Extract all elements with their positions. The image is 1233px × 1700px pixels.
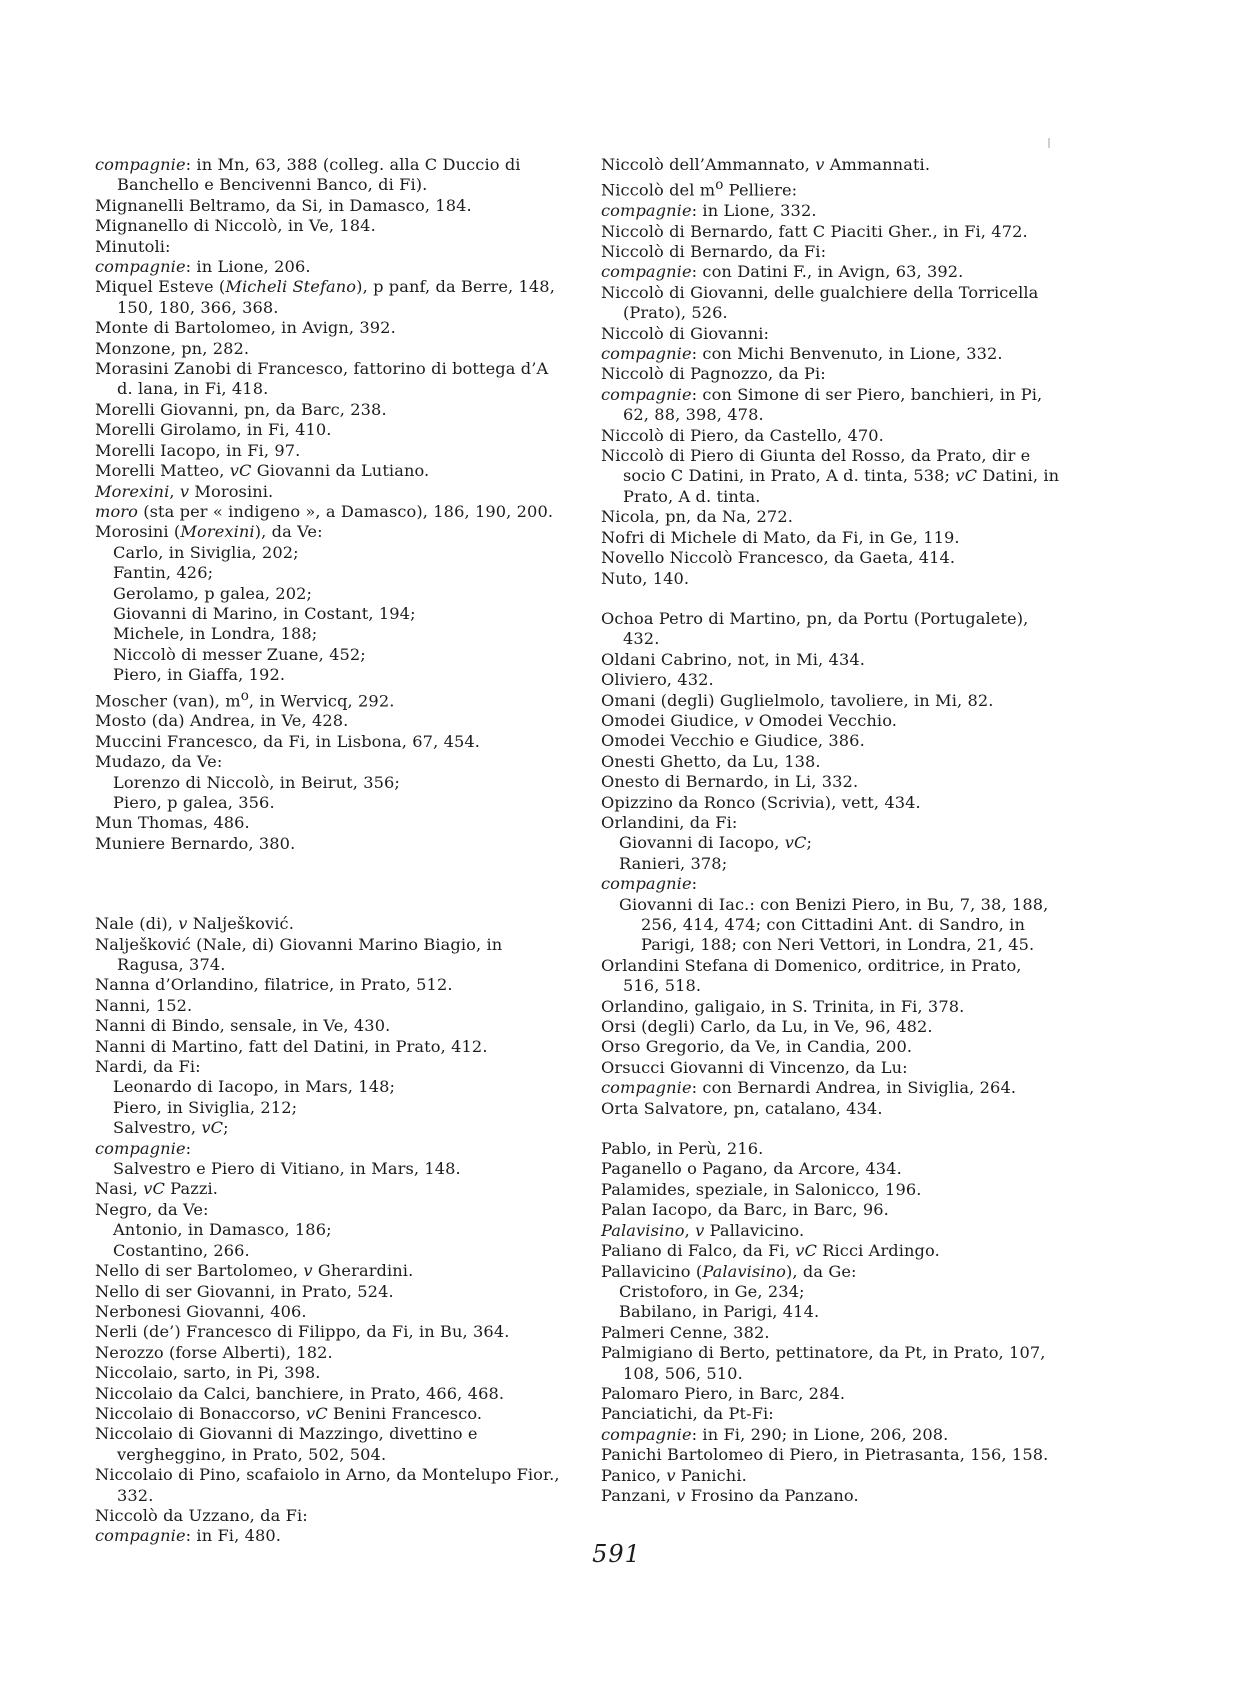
index-entry: compagnie: <box>95 1138 192 1158</box>
index-entry: Mosto (da) Andrea, in Ve, 428. <box>95 711 349 731</box>
index-entry: Nicola, pn, da Na, 272. <box>601 507 793 527</box>
index-entry: Niccolò di Giovanni: <box>601 323 770 343</box>
index-subentry: Fantin, 426; <box>113 563 214 583</box>
index-entry: Morasini Zanobi di Francesco, fattorino di bottega d’A d. lana, in Fi, 418. <box>95 359 549 399</box>
index-subentry: Ranieri, 378; <box>619 853 728 873</box>
index-entry: Omani (degli) Guglielmolo, tavoliere, in Mi, 82. <box>601 690 994 710</box>
index-entry: Niccolò dell’Ammannato, v Ammannati. <box>601 155 931 174</box>
index-entry: Palan Iacopo, da Barc, in Barc, 96. <box>601 1200 889 1220</box>
index-entry: Orlandini Stefana di Domenico, orditrice, in Prato, 516, 518. <box>601 955 1022 996</box>
index-entry: Nanna d’Orlandino, filatrice, in Prato, 512. <box>95 975 453 995</box>
page-number: 591 <box>592 1540 641 1568</box>
index-entry: Onesto di Bernardo, in Li, 332. <box>601 772 859 792</box>
index-column-left <box>95 155 563 1547</box>
index-entry: compagnie: in Lione, 206. <box>95 257 311 277</box>
index-entry: compagnie: in Lione, 332. <box>601 201 817 221</box>
index-subentry: Niccolò di messer Zuane, 452; <box>113 644 366 664</box>
index-entry: Nanni, 152. <box>95 995 193 1015</box>
section-gap <box>95 854 563 894</box>
index-entry: Pablo, in Perù, 216. <box>601 1139 764 1159</box>
index-subentry: Carlo, in Siviglia, 202; <box>113 542 299 562</box>
index-entry: Orlandini, da Fi: <box>601 812 738 832</box>
index-subentry: Salvestro e Piero di Vitiano, in Mars, 148. <box>113 1159 461 1179</box>
index-entry: Ochoa Petro di Martino, pn, da Portu (Portugalete), 432. <box>601 608 1029 649</box>
index-entry: moro (sta per « indigeno », a Damasco), 186, 190, 200. <box>95 501 554 521</box>
index-entry: Niccolò di Bernardo, fatt C Piaciti Gher., in Fi, 472. <box>601 221 1028 241</box>
index-entry: Palmigiano di Berto, pettinatore, da Pt, in Prato, 107, 108, 506, 510. <box>601 1343 1046 1383</box>
index-entry: Orsi (degli) Carlo, da Lu, in Ve, 96, 482. <box>601 1017 933 1037</box>
index-subentry: Giovanni di Marino, in Costant, 194; <box>113 603 416 623</box>
index-entry: Mun Thomas, 486. <box>95 813 250 833</box>
index-entry: Minutoli: <box>95 236 171 256</box>
index-subentry: Giovanni di Iac.: con Benizi Piero, in Bu, 7, 38, 188, 256, 414, 474; con Cittadini Ant. di Sandro, in Parigi, 188; con Neri Vettori, in Londra, 21, 45. <box>619 894 1049 955</box>
index-entry: Niccolaio da Calci, banchiere, in Prato, 466, 468. <box>95 1383 505 1403</box>
index-subentry: Cristoforo, in Ge, 234; <box>619 1281 805 1301</box>
index-subentry: Leonardo di Iacopo, in Mars, 148; <box>113 1077 396 1097</box>
index-entry: Nale (di), v Nalješković. <box>95 914 294 934</box>
index-entry: Muccini Francesco, da Fi, in Lisbona, 67, 454. <box>95 731 481 751</box>
index-entry: Niccolò di Piero, da Castello, 470. <box>601 425 884 445</box>
index-entry: compagnie: in Mn, 63, 388 (colleg. alla C Duccio di Banchello e Bencivenni Banco, di Fi). <box>95 155 521 195</box>
index-entry: compagnie: in Fi, 480. <box>95 1526 282 1546</box>
index-entry: Opizzino da Ronco (Scrivia), vett, 434. <box>601 792 921 812</box>
index-entry: Niccolaio di Giovanni di Mazzingo, divettino e vergheggino, in Prato, 502, 504. <box>95 1424 478 1464</box>
index-entry: Morelli Matteo, vC Giovanni da Lutiano. <box>95 461 430 481</box>
index-entry: Panico, v Panichi. <box>601 1465 747 1485</box>
index-entry: Nanni di Martino, fatt del Datini, in Prato, 412. <box>95 1036 488 1056</box>
index-entry: Orsucci Giovanni di Vincenzo, da Lu: <box>601 1057 908 1077</box>
index-entry: Mignanello di Niccolò, in Ve, 184. <box>95 216 376 236</box>
index-entry: Morelli Iacopo, in Fi, 97. <box>95 440 301 460</box>
index-entry: compagnie: <box>601 874 698 894</box>
index-subentry: Costantino, 266. <box>113 1240 250 1260</box>
index-subentry: Antonio, in Damasco, 186; <box>113 1220 332 1240</box>
index-subentry: Gerolamo, p galea, 202; <box>113 583 313 603</box>
index-entry: Monte di Bartolomeo, in Avign, 392. <box>95 318 396 338</box>
index-entry: Orlandino, galigaio, in S. Trinita, in Fi, 378. <box>601 996 965 1016</box>
index-entry: Palavisino, v Pallavicino. <box>601 1220 805 1240</box>
index-entry: compagnie: con Datini F., in Avign, 63, 392. <box>601 262 964 282</box>
index-entry: Morosini (Morexini), da Ve: <box>95 522 323 542</box>
index-entry: Panichi Bartolomeo di Piero, in Pietrasanta, 156, 158. <box>601 1445 1049 1465</box>
index-entry: Nerozzo (forse Alberti), 182. <box>95 1342 333 1362</box>
index-entry: Pallavicino (Palavisino), da Ge: <box>601 1261 857 1281</box>
section-gap <box>601 1119 1063 1139</box>
index-entry: Palamides, speziale, in Salonicco, 196. <box>601 1179 922 1199</box>
index-subentry: Piero, in Giaffa, 192. <box>113 665 286 685</box>
index-entry: Palomaro Piero, in Barc, 284. <box>601 1383 846 1403</box>
index-entry: Nanni di Bindo, sensale, in Ve, 430. <box>95 1016 391 1036</box>
section-gap <box>601 589 1063 609</box>
index-entry: Panciatichi, da Pt-Fi: <box>601 1404 774 1424</box>
index-entry: Omodei Giudice, v Omodei Vecchio. <box>601 710 897 730</box>
index-entry: Niccolaio di Bonaccorso, vC Benini Francesco. <box>95 1403 483 1423</box>
index-entry: Nuto, 140. <box>601 568 690 588</box>
index-entry: Negro, da Ve: <box>95 1199 209 1219</box>
index-entry: Morelli Girolamo, in Fi, 410. <box>95 420 332 440</box>
index-entry: Nerbonesi Giovanni, 406. <box>95 1301 307 1321</box>
index-entry: compagnie: con Michi Benvenuto, in Lione, 332. <box>601 344 1003 364</box>
index-entry: Niccolò di Giovanni, delle gualchiere della Torricella (Prato), 526. <box>601 282 1039 323</box>
index-entry: Omodei Vecchio e Giudice, 386. <box>601 731 865 751</box>
index-entry: Nardi, da Fi: <box>95 1057 201 1077</box>
index-entry: Nalješković (Nale, di) Giovanni Marino Biagio, in Ragusa, 374. <box>95 934 503 975</box>
index-entry: Mudazo, da Ve: <box>95 752 223 772</box>
index-entry: Muniere Bernardo, 380. <box>95 833 296 853</box>
index-entry: Moscher (van), $m^o$, in Wervicq, 292. <box>95 687 395 710</box>
index-entry: Novello Niccolò Francesco, da Gaeta, 414. <box>601 548 956 568</box>
index-entry: Mignanelli Beltramo, da Si, in Damasco, 184. <box>95 195 472 215</box>
index-entry: Panzani, v Frosino da Panzano. <box>601 1485 859 1505</box>
index-entry: Palmeri Cenne, 382. <box>601 1322 770 1342</box>
index-subentry: Lorenzo di Niccolò, in Beirut, 356; <box>113 772 400 792</box>
index-entry: Miquel Esteve (Micheli Stefano), p panf, da Berre, 148, 150, 180, 366, 368. <box>95 277 555 317</box>
index-entry: Orso Gregorio, da Ve, in Candia, 200. <box>601 1037 913 1057</box>
index-subentry: Piero, in Siviglia, 212; <box>113 1097 298 1117</box>
index-entry: Nasi, vC Pazzi. <box>95 1179 218 1199</box>
index-entry: Nello di ser Bartolomeo, v Gherardini. <box>95 1261 414 1281</box>
index-entry: Niccolò di Pagnozzo, da Pi: <box>601 364 826 384</box>
index-entry: Onesti Ghetto, da Lu, 138. <box>601 751 821 771</box>
index-column-right <box>601 155 1063 1506</box>
index-entry: Oldani Cabrino, not, in Mi, 434. <box>601 649 865 669</box>
scan-mark <box>1048 138 1050 148</box>
section-gap <box>95 894 563 914</box>
index-entry: Paganello o Pagano, da Arcore, 434. <box>601 1159 902 1179</box>
index-entry: compagnie: in Fi, 290; in Lione, 206, 208. <box>601 1424 949 1444</box>
index-entry: Oliviero, 432. <box>601 670 714 690</box>
index-entry: Morexini, v Morosini. <box>95 481 274 501</box>
index-subentry: Babilano, in Parigi, 414. <box>619 1302 820 1322</box>
index-entry: Morelli Giovanni, pn, da Barc, 238. <box>95 399 387 419</box>
index-entry: Nerli (de’) Francesco di Filippo, da Fi, in Bu, 364. <box>95 1322 510 1342</box>
index-entry: Orta Salvatore, pn, catalano, 434. <box>601 1098 883 1118</box>
index-entry: Niccolò di Bernardo, da Fi: <box>601 242 827 262</box>
index-entry: Paliano di Falco, da Fi, vC Ricci Ardingo. <box>601 1241 940 1261</box>
index-entry: Niccolò del $m^o$ Pelliere: <box>601 177 798 200</box>
index-entry: Niccolaio di Pino, scafaiolo in Arno, da Montelupo Fior., 332. <box>95 1465 560 1505</box>
index-entry: compagnie: con Simone di ser Piero, banchieri, in Pi, 62, 88, 398, 478. <box>601 384 1043 425</box>
index-entry: Nello di ser Giovanni, in Prato, 524. <box>95 1281 394 1301</box>
index-entry: Niccolaio, sarto, in Pi, 398. <box>95 1363 321 1383</box>
index-subentry: Piero, p galea, 356. <box>113 792 275 812</box>
index-entry: Niccolò di Piero di Giunta del Rosso, da Prato, dir e socio C Datini, in Prato, A d. tinta, 538; vC Datini, in Prato, A d. tinta. <box>601 446 1060 506</box>
index-entry: Nofri di Michele di Mato, da Fi, in Ge, 119. <box>601 527 960 547</box>
index-subentry: Salvestro, vC; <box>113 1118 229 1138</box>
index-entry: compagnie: con Bernardi Andrea, in Siviglia, 264. <box>601 1078 1017 1098</box>
index-entry: Niccolò da Uzzano, da Fi: <box>95 1505 308 1525</box>
index-subentry: Michele, in Londra, 188; <box>113 624 318 644</box>
index-entry: Monzone, pn, 282. <box>95 338 250 358</box>
index-subentry: Giovanni di Iacopo, vC; <box>619 833 813 853</box>
